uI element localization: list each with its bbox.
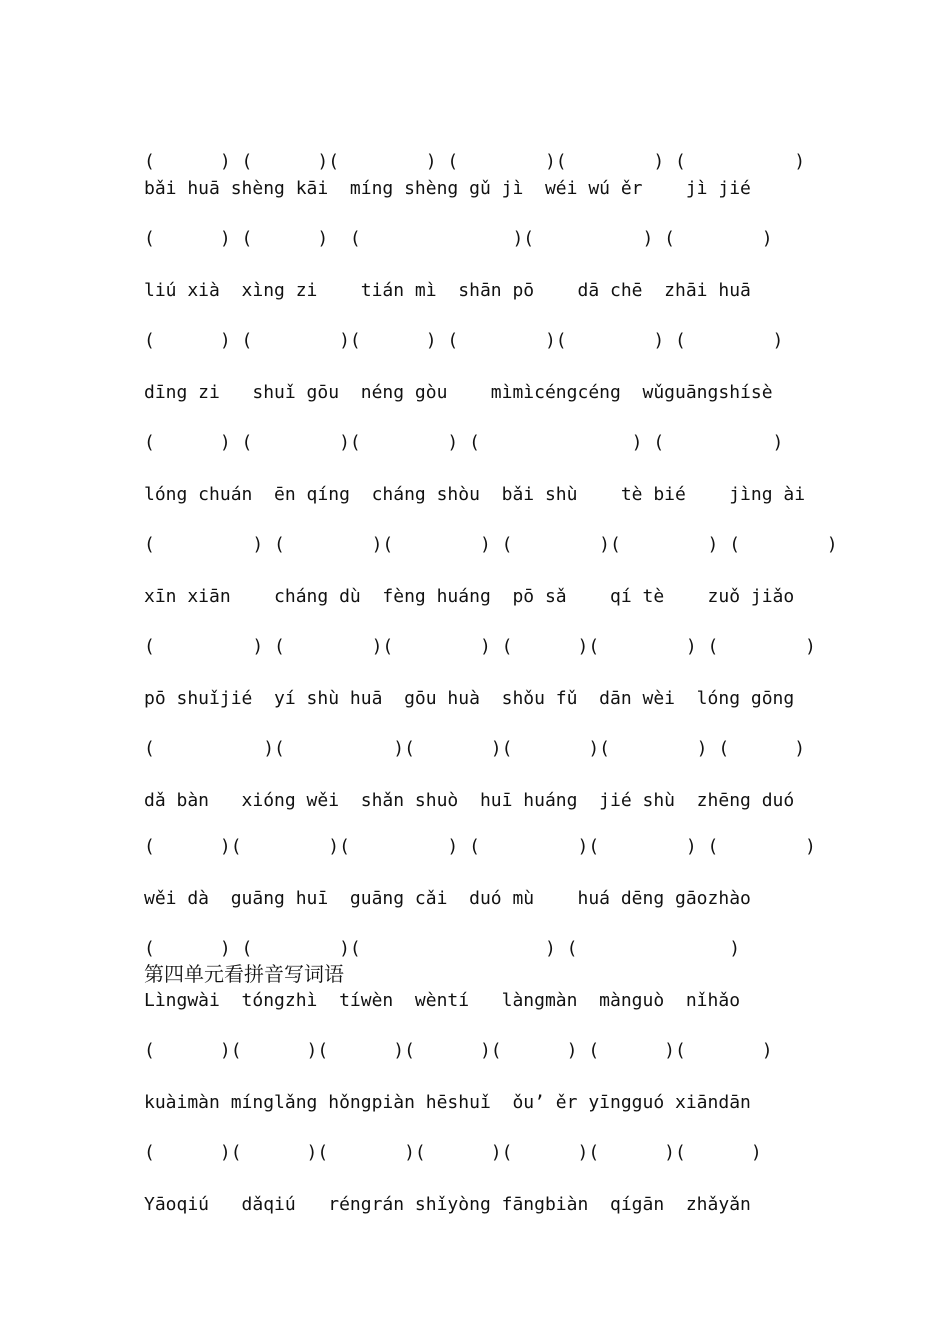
pinyin-row: Yāoqiú dǎqiú réngrán shǐyòng fāngbiàn qígān zhǎyǎn	[144, 1194, 751, 1215]
pinyin-row: lóng chuán ēn qíng cháng shòu bǎi shù tè bié jìng ài	[144, 484, 806, 505]
blank-row: ( )( )( ) ( )( ) ( )	[144, 836, 816, 857]
blank-row: ( ) ( )( ) ( )( ) ( )	[144, 151, 806, 172]
blank-row: ( ) ( )( ) ( )( ) ( )	[144, 636, 816, 657]
pinyin-row: dīng zi shuǐ gōu néng gòu mìmìcéngcéng wǔguāngshísè	[144, 382, 773, 403]
blank-row: ( ) ( )( ) ( )( ) ( )	[144, 534, 838, 555]
pinyin-row: wěi dà guāng huī guāng cǎi duó mù huá dēng gāozhào	[144, 888, 751, 909]
blank-row: ( )( )( )( )( )( )( )	[144, 1142, 762, 1163]
pinyin-row: Lìngwài tóngzhì tíwèn wèntí làngmàn mànguò nǐhǎo	[144, 990, 741, 1011]
blank-row: ( )( )( )( )( ) ( )( )	[144, 1040, 773, 1061]
section-heading: 第四单元看拼音写词语	[144, 962, 344, 986]
blank-row: ( ) ( )( ) ( )	[144, 938, 741, 959]
pinyin-row: liú xià xìng zi tián mì shān pō dā chē zhāi huā	[144, 280, 751, 301]
pinyin-row: pō shuǐjié yí shù huā gōu huà shǒu fǔ dān wèi lóng gōng	[144, 688, 795, 709]
blank-row: ( ) ( )( ) ( ) ( )	[144, 432, 784, 453]
pinyin-row: dǎ bàn xióng wěi shǎn shuò huī huáng jié shù zhēng duó	[144, 790, 795, 811]
pinyin-row: bǎi huā shèng kāi míng shèng gǔ jì wéi wú ěr jì jié	[144, 178, 751, 199]
blank-row: ( ) ( ) ( )( ) ( )	[144, 228, 773, 249]
pinyin-row: kuàimàn mínglǎng hǒngpiàn hēshuǐ ǒu’ ěr yīngguó xiāndān	[144, 1092, 751, 1113]
blank-row: ( )( )( )( )( ) ( )	[144, 738, 806, 759]
pinyin-row: xīn xiān cháng dù fèng huáng pō sǎ qí tè zuǒ jiǎo	[144, 586, 795, 607]
blank-row: ( ) ( )( ) ( )( ) ( )	[144, 330, 784, 351]
